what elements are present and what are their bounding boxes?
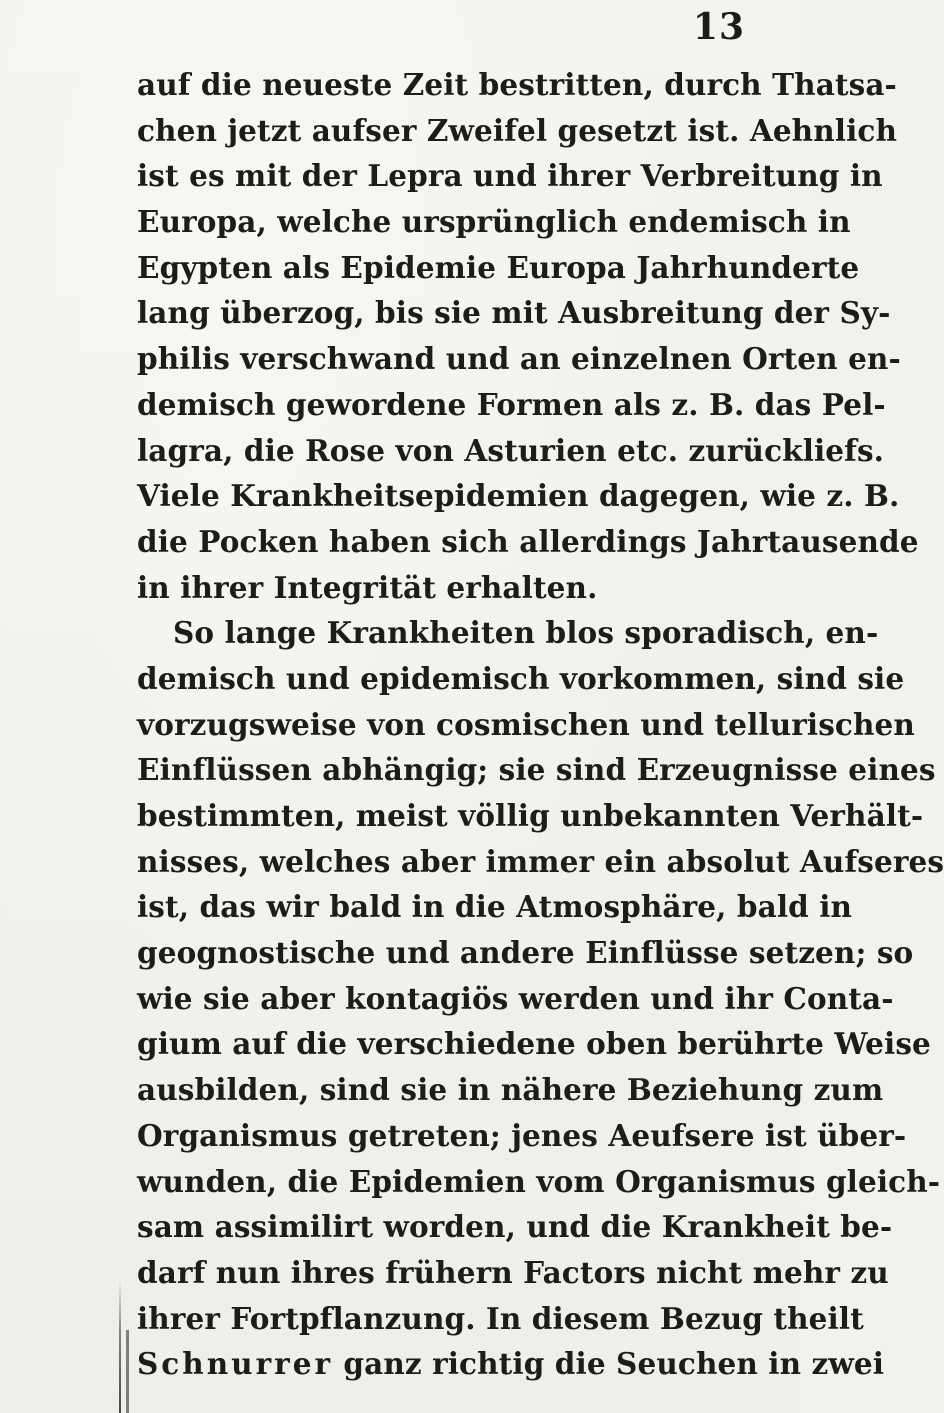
- text-line: chen jetzt aufser Zweifel gesetzt ist. Aehnlich: [137, 112, 898, 148]
- text-line: darf nun ihres frühern Factors nicht mehr zu: [137, 1254, 889, 1290]
- text-line: philis verschwand und an einzelnen Orten en-: [137, 341, 901, 377]
- text-line: Egypten als Epidemie Europa Jahrhunderte: [137, 249, 860, 285]
- text-line: So lange Krankheiten blos sporadisch, en-: [173, 615, 879, 651]
- text-line: vorzugsweise von cosmischen und tellurischen: [137, 706, 915, 742]
- text-line: lang überzog, bis sie mit Ausbreitung der Sy-: [137, 295, 891, 331]
- text-line: sam assimilirt worden, und die Krankheit be-: [137, 1209, 893, 1245]
- text-line: gium auf die verschiedene oben berührte Weise: [137, 1026, 931, 1062]
- text-line-last: [137, 1341, 885, 1387]
- text-line: auf die neueste Zeit bestritten, durch Thatsa-: [137, 67, 897, 102]
- text-line: Europa, welche ursprünglich endemisch in: [137, 204, 851, 240]
- binding-shadow: [126, 1330, 129, 1413]
- text-line: ihrer Fortpflanzung. In diesem Bezug theilt: [137, 1300, 864, 1336]
- text-line: wie sie aber kontagiös werden und ihr Conta-: [137, 980, 894, 1016]
- body-text: [137, 62, 944, 1387]
- text-line: die Pocken haben sich allerdings Jahrtausende: [137, 523, 919, 559]
- text-line: Einflüssen abhängig; sie sind Erzeugnisse eines: [137, 752, 936, 788]
- text-line-rest: ganz richtig die Seuchen in zwei: [333, 1346, 885, 1382]
- text-line: Viele Krankheitsepidemien dagegen, wie z. B.: [137, 478, 900, 514]
- text-line: lagra, die Rose von Asturien etc. zurückliefs.: [137, 432, 885, 468]
- text-line: nisses, welches aber immer ein absolut Aufseres: [137, 843, 944, 879]
- author-name: Schnurrer: [137, 1346, 334, 1382]
- text-line: in ihrer Integrität erhalten.: [137, 569, 598, 605]
- text-line: ist, das wir bald in die Atmosphäre, bald in: [137, 889, 853, 925]
- page-number: 13: [692, 6, 745, 48]
- text-line: ist es mit der Lepra und ihrer Verbreitung in: [137, 158, 883, 194]
- text-line: geognostische und andere Einflüsse setzen; so: [137, 935, 914, 971]
- text-line: ausbilden, sind sie in nähere Beziehung zum: [137, 1072, 884, 1108]
- text-line: Organismus getreten; jenes Aeufsere ist über-: [137, 1117, 907, 1153]
- text-line: demisch gewordene Formen als z. B. das Pel-: [137, 386, 886, 422]
- text-line: demisch und epidemisch vorkommen, sind sie: [137, 660, 905, 696]
- text-line: bestimmten, meist völlig unbekannten Verhält-: [137, 798, 924, 833]
- text-line: wunden, die Epidemien vom Organismus gleich-: [137, 1163, 941, 1199]
- binding-shadow: [119, 1280, 121, 1413]
